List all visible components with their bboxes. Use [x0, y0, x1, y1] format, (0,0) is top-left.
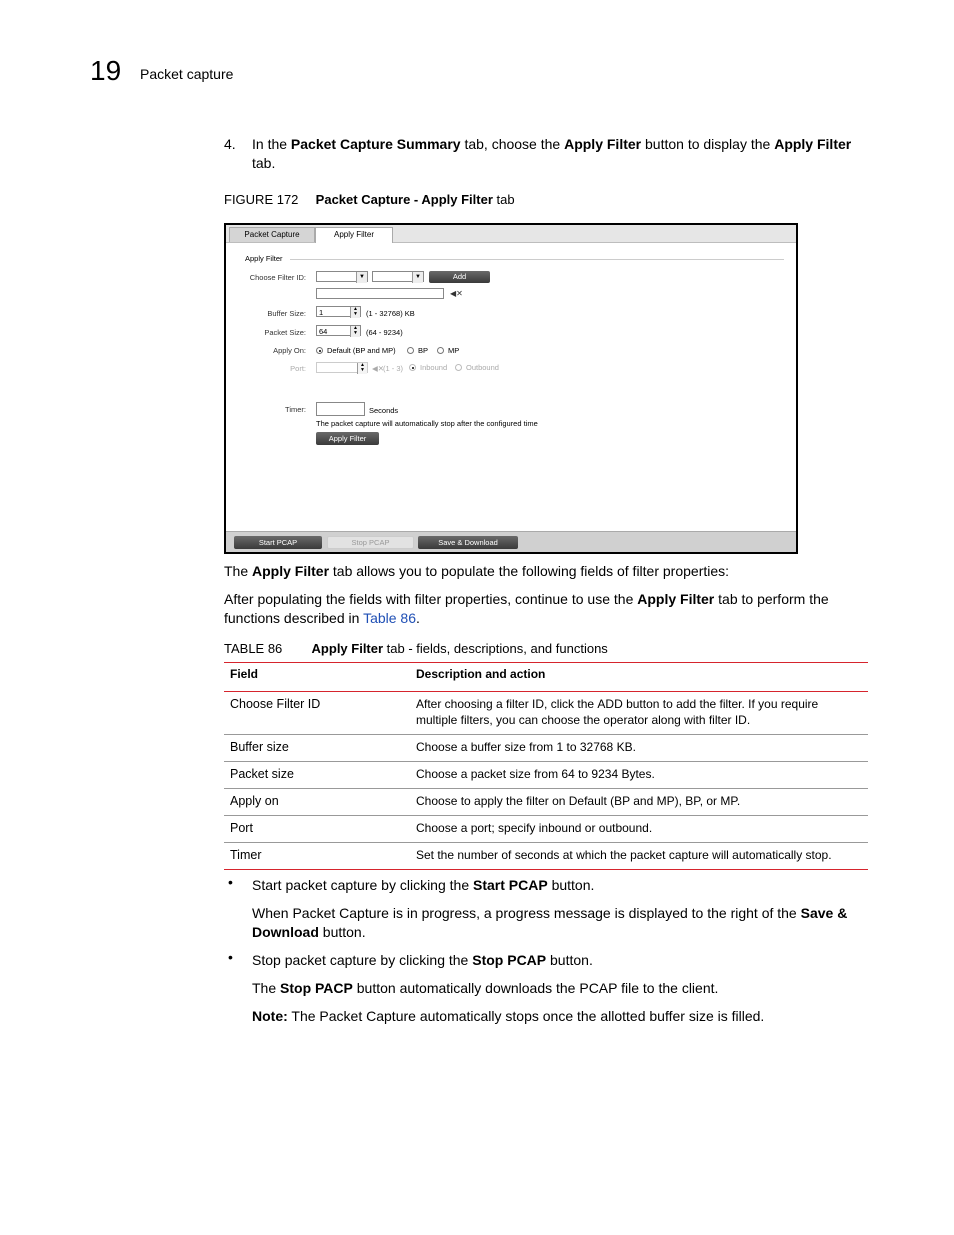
bullet2sub-text-1: The	[252, 980, 281, 996]
bullet2sub-text-2: button automatically downloads the PCAP file to the client.	[352, 980, 719, 996]
figure-title-bold: Packet Capture - Apply Filter	[315, 192, 493, 207]
step-text-4: tab.	[252, 155, 276, 171]
radio-outbound-label: Outbound	[466, 363, 499, 372]
header-field: Field	[224, 663, 410, 692]
para2-text-4: .	[416, 610, 420, 626]
timer-unit: Seconds	[369, 406, 399, 415]
table-cell-description: Choose a port; specify inbound or outbound.	[410, 816, 868, 843]
tab-packet-capture[interactable]: Packet Capture	[229, 227, 315, 242]
spinner-icon[interactable]: ▲ ▼	[350, 326, 360, 337]
desc-text: button to add the filter. If you require	[622, 697, 819, 711]
radio-bp[interactable]	[407, 347, 414, 354]
step-bold-1: Packet Capture Summary	[290, 136, 461, 152]
save-download-button[interactable]: Save & Download	[418, 536, 518, 549]
choose-filter-label: Choose Filter ID:	[249, 273, 306, 282]
step-text-3: button to display the	[641, 136, 775, 152]
section-divider	[290, 259, 784, 260]
radio-outbound[interactable]	[455, 364, 462, 371]
step-bold-2: Apply Filter	[564, 136, 642, 152]
para1-text-1: The	[224, 563, 253, 579]
bullet1sub-text-1: When Packet Capture is in progress, a progress message is displayed to the right of the	[252, 905, 801, 921]
table-cell-field: Choose Filter ID	[224, 692, 410, 735]
tab-bar	[226, 225, 796, 243]
filter-id-select-1[interactable]	[316, 271, 368, 282]
table-cell-field: Apply on	[224, 789, 410, 816]
bullet2-text-1: Stop packet capture by clicking the	[252, 952, 473, 968]
port-label: Port:	[290, 364, 306, 373]
note	[252, 1007, 764, 1026]
radio-mp-label: MP	[448, 346, 460, 355]
desc-keyword: ADD	[597, 697, 623, 711]
step-text	[252, 135, 872, 173]
bullet-1-sub	[252, 904, 872, 942]
packet-size-range: (64 - 9234)	[366, 328, 403, 337]
port-range: (1 - 3)	[383, 364, 404, 373]
packet-size-input[interactable]	[316, 325, 361, 336]
bullet2-text-2: button.	[546, 952, 593, 968]
table-row	[224, 762, 868, 789]
apply-filter-screenshot	[224, 223, 798, 554]
table-cell-description: Set the number of seconds at which the packet capture will automatically stop.	[410, 843, 868, 870]
start-pcap-button[interactable]: Start PCAP	[234, 536, 322, 549]
radio-mp[interactable]	[437, 347, 444, 354]
figure-title-rest: tab	[492, 192, 515, 207]
table-cell-description: Choose to apply the filter on Default (BP and MP), BP, or MP.	[410, 789, 868, 816]
table-86-link[interactable]: Table 86	[363, 610, 416, 626]
add-button[interactable]: Add	[429, 271, 490, 283]
para2-text-2: tab to perform the	[714, 591, 829, 607]
bullet1-text-2: button.	[547, 877, 595, 893]
bullet-1	[252, 876, 594, 895]
bullet-dot: •	[228, 874, 233, 890]
chapter-title: Packet capture	[140, 66, 234, 82]
radio-inbound-label: Inbound	[420, 363, 448, 372]
apply-filter-button[interactable]: Apply Filter	[316, 432, 379, 445]
clear-icon: ◀✕	[372, 364, 385, 373]
timer-label: Timer:	[285, 405, 306, 414]
chevron-down-icon: ▼	[356, 272, 367, 283]
radio-default[interactable]	[316, 347, 323, 354]
table-row	[224, 735, 868, 762]
step-text-1: In the	[252, 136, 291, 152]
step-text-2: tab, choose the	[460, 136, 565, 152]
para2-text-3: functions described in	[224, 610, 364, 626]
bullet1-text-1: Start packet capture by clicking the	[252, 877, 473, 893]
table-cell-field: Port	[224, 816, 410, 843]
header-description: Description and action	[410, 663, 868, 692]
section-title: Apply Filter	[245, 254, 283, 263]
paragraph-2	[224, 590, 874, 628]
note-label: Note:	[252, 1008, 288, 1024]
stop-pcap-button[interactable]: Stop PCAP	[327, 536, 414, 549]
paragraph-1	[224, 562, 729, 581]
figure-label: FIGURE 172	[224, 192, 299, 207]
clear-icon[interactable]: ◀✕	[450, 289, 463, 298]
apply-on-label: Apply On:	[273, 346, 306, 355]
table-title-rest: tab - fields, descriptions, and functions	[383, 641, 608, 656]
tab-apply-filter[interactable]: Apply Filter	[315, 227, 393, 243]
table-caption	[224, 641, 608, 656]
desc-text: multiple filters, you can choose the operator along with filter ID.	[416, 713, 751, 727]
chevron-down-icon: ▼	[412, 272, 423, 283]
radio-inbound[interactable]	[409, 364, 416, 371]
table-cell-field: Timer	[224, 843, 410, 870]
bullet-2-sub	[252, 979, 718, 998]
note-text: The Packet Capture automatically stops once the allotted buffer size is filled.	[287, 1008, 765, 1024]
desc-text: After choosing a filter ID, click the	[416, 697, 598, 711]
table-row	[224, 692, 868, 735]
table-row	[224, 789, 868, 816]
table-cell-description: Choose a buffer size from 1 to 32768 KB.	[410, 735, 868, 762]
bullet1sub-text-2: button.	[318, 924, 366, 940]
table-label: TABLE 86	[224, 641, 283, 656]
footer-bar	[226, 531, 796, 553]
chapter-number: 19	[90, 55, 122, 86]
para2-bold: Apply Filter	[637, 591, 715, 607]
buffer-size-label: Buffer Size:	[267, 309, 306, 318]
radio-default-label: Default (BP and MP)	[327, 346, 396, 355]
table-header-row	[224, 663, 868, 692]
spinner-icon[interactable]: ▲ ▼	[350, 307, 360, 318]
timer-input[interactable]	[316, 402, 365, 416]
bullet1sub-bold-1: Save &	[800, 905, 848, 921]
port-input[interactable]	[316, 362, 368, 373]
bullet2sub-bold: Stop PACP	[280, 980, 353, 996]
timer-note: The packet capture will automatically stop after the configured time	[316, 419, 538, 428]
table-cell-field: Packet size	[224, 762, 410, 789]
table-row	[224, 843, 868, 870]
bullet1-bold: Start PCAP	[473, 877, 548, 893]
filter-id-select-2[interactable]	[372, 271, 424, 282]
step-number: 4.	[224, 136, 236, 152]
fields-table	[224, 662, 868, 870]
bullet1sub-bold-2: Download	[252, 924, 319, 940]
table-cell-description: Choose a packet size from 64 to 9234 Bytes.	[410, 762, 868, 789]
bullet-2	[252, 951, 593, 970]
buffer-size-value: 1	[319, 308, 324, 317]
radio-bp-label: BP	[418, 346, 429, 355]
buffer-size-range: (1 - 32768) KB	[366, 309, 415, 318]
table-title-bold: Apply Filter	[311, 641, 384, 656]
packet-size-label: Packet Size:	[264, 328, 306, 337]
table-row	[224, 816, 868, 843]
buffer-size-input[interactable]	[316, 306, 361, 317]
filter-expression-input[interactable]	[316, 288, 444, 299]
figure-caption	[224, 192, 515, 207]
packet-size-value: 64	[319, 327, 328, 336]
para1-text-2: tab allows you to populate the following fields of filter properties:	[329, 563, 730, 579]
para1-bold: Apply Filter	[252, 563, 330, 579]
spinner-icon[interactable]: ▲ ▼	[357, 363, 367, 374]
table-cell-description	[410, 692, 868, 735]
table-cell-field: Buffer size	[224, 735, 410, 762]
bullet2-bold: Stop PCAP	[472, 952, 547, 968]
step-bold-3: Apply Filter	[774, 136, 852, 152]
para2-text-1: After populating the fields with filter properties, continue to use the	[224, 591, 638, 607]
bullet-dot: •	[228, 949, 233, 965]
